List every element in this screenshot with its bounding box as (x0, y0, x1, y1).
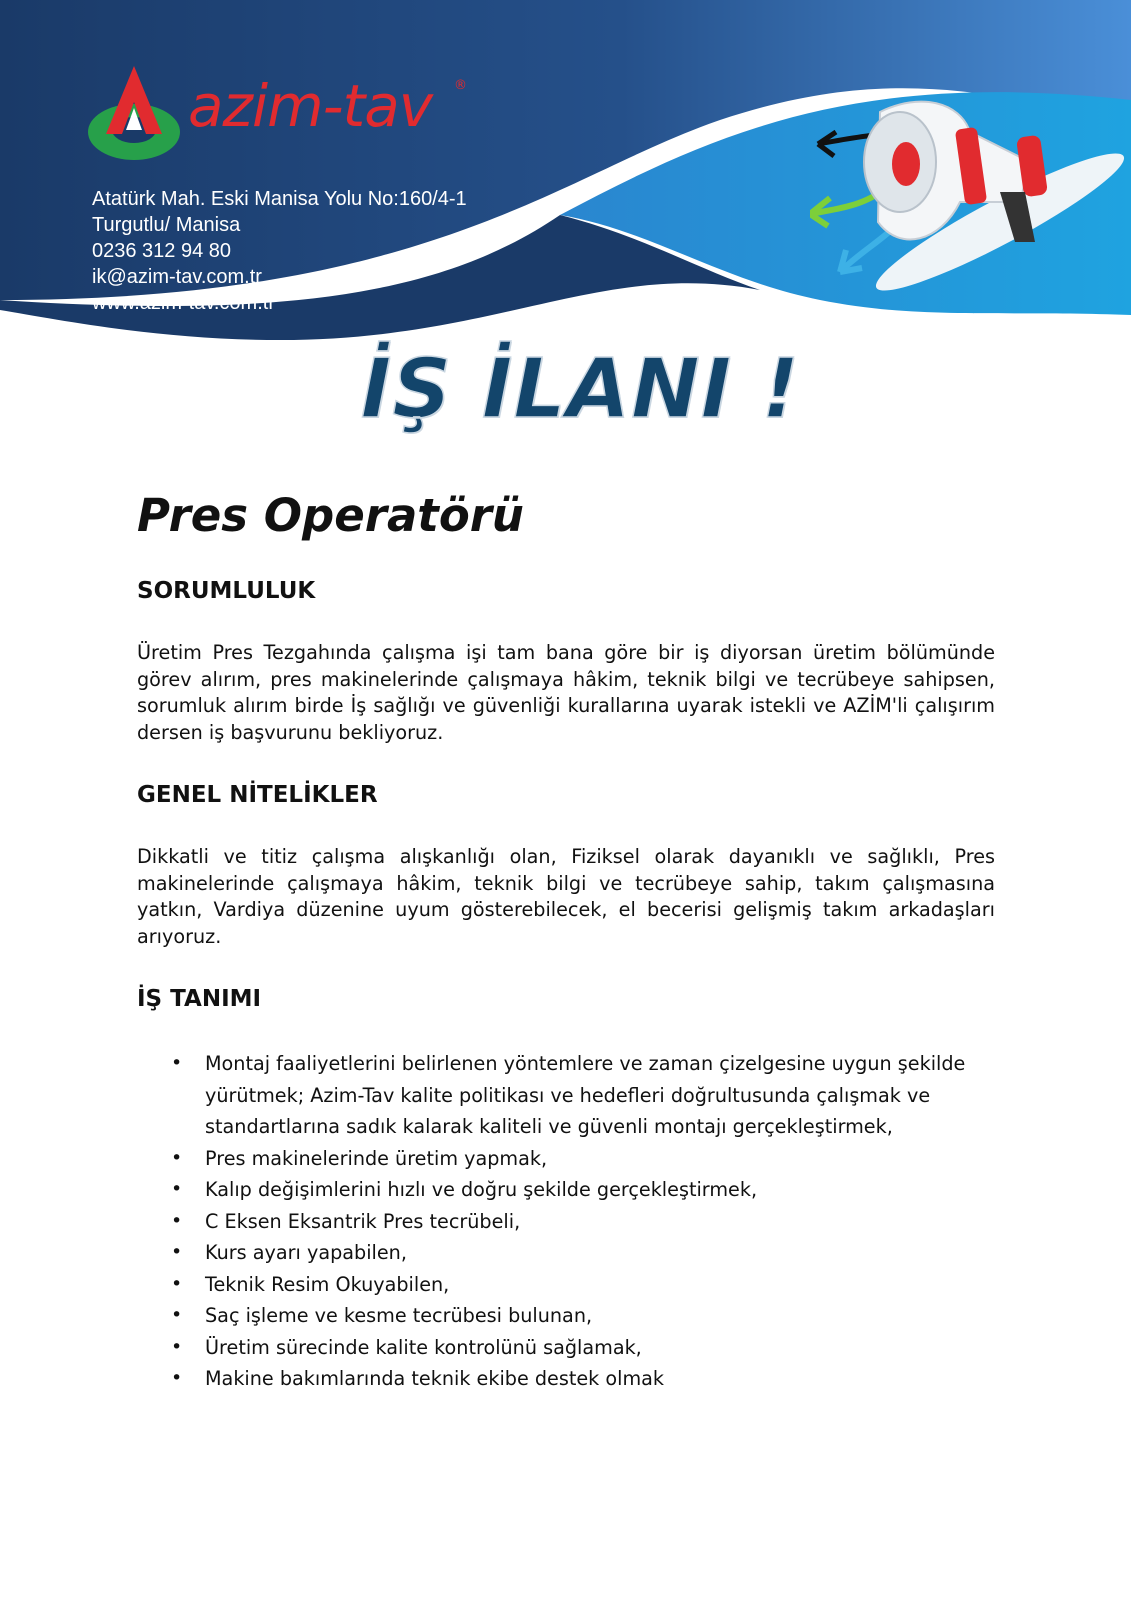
bullet-icon: • (171, 1146, 183, 1169)
list-item-text: Saç işleme ve kesme tecrübesi bulunan, (205, 1304, 593, 1327)
bullet-icon: • (171, 1272, 183, 1295)
list-item-text: Montaj faaliyetlerini belirlenen yöntemlere ve zaman çizelgesine uygun şekilde yürütmek; Azim-Tav kalite politikası ve hedefleri doğrultusunda çalışmak ve standartlarına sadık kalarak kaliteli ve güvenli montajı gerçekleştirmek, (205, 1052, 966, 1138)
list-item (171, 1300, 995, 1332)
bullet-icon: • (171, 1335, 183, 1358)
megaphone-icon (810, 92, 1130, 302)
list-item (171, 1143, 995, 1175)
address-line-2: Turgutlu/ Manisa (92, 214, 241, 236)
list-item (171, 1048, 995, 1143)
bullet-icon: • (171, 1241, 183, 1263)
website-link[interactable]: www.azim-tav.com.tr (92, 292, 275, 314)
list-item (171, 1206, 995, 1238)
email-address[interactable]: ik@azim-tav.com.tr (92, 266, 262, 288)
list-item (171, 1237, 995, 1269)
list-item-text: Kalıp değişimlerini hızlı ve doğru şekilde gerçekleştirmek, (205, 1178, 758, 1201)
section-title-qualifications: GENEL NİTELİKLER (137, 782, 378, 808)
bullet-icon: • (171, 1367, 183, 1389)
list-item-text: Makine bakımlarında teknik ekibe destek olmak (205, 1367, 665, 1390)
qualifications-text: Dikkatli ve titiz çalışma alışkanlığı olan, Fiziksel olarak dayanıklı ve sağlıklı, Pres makinelerinde çalışmaya hâkim, teknik bilgi ve tecrübeye sahip, takım çalışmasına yatkın, Vardiya düzenine uyum gösterebilecek, el becerisi gelişmiş takım arkadaşları arıyoruz. (137, 845, 995, 948)
job-title: Pres Operatörü (137, 489, 524, 542)
brand-name: azim-tav (188, 72, 433, 140)
list-item-text: Teknik Resim Okuyabilen, (205, 1272, 450, 1296)
registered-mark: ® (454, 78, 467, 93)
contact-info (92, 186, 467, 316)
bullet-icon: • (171, 1052, 183, 1074)
bullet-icon: • (171, 1209, 183, 1232)
bullet-icon: • (171, 1178, 183, 1200)
banner-text: İŞ İLANI ! (360, 342, 801, 437)
list-item-text: Pres makinelerinde üretim yapmak, (205, 1146, 548, 1170)
bullet-icon: • (171, 1304, 183, 1326)
list-item (171, 1332, 995, 1364)
phone-number[interactable]: 0236 312 94 80 (92, 240, 232, 262)
list-item (171, 1174, 995, 1206)
list-item-text: Kurs ayarı yapabilen, (205, 1241, 407, 1264)
list-item (171, 1363, 995, 1395)
company-logo (88, 58, 488, 168)
job-posting-content (137, 480, 995, 1395)
address-line-1: Atatürk Mah. Eski Manisa Yolu No:160/4-1 (92, 188, 467, 210)
section-title-responsibility: SORUMLULUK (137, 578, 316, 604)
list-item-text: Üretim sürecinde kalite kontrolünü sağlamak, (205, 1335, 642, 1359)
list-item (171, 1269, 995, 1301)
job-ad-banner (0, 342, 1131, 437)
azim-tav-logo-icon (88, 62, 188, 162)
responsibility-text: Üretim Pres Tezgahında çalışma işi tam bana göre bir iş diyorsan üretim bölümünde görev alırım, pres makinelerinde çalışmaya hâkim, teknik bilgi ve tecrübeye sahipsen, sorumluk alırım birde İş sağlığı ve güvenliği kurallarına uyarak istekli ve AZİM'li çalışırım dersen iş başvurunu bekliyoruz. (137, 641, 995, 744)
job-description-list (137, 1048, 995, 1395)
section-title-job-description: İŞ TANIMI (137, 986, 262, 1012)
list-item-text: C Eksen Eksantrik Pres tecrübeli, (205, 1209, 521, 1233)
